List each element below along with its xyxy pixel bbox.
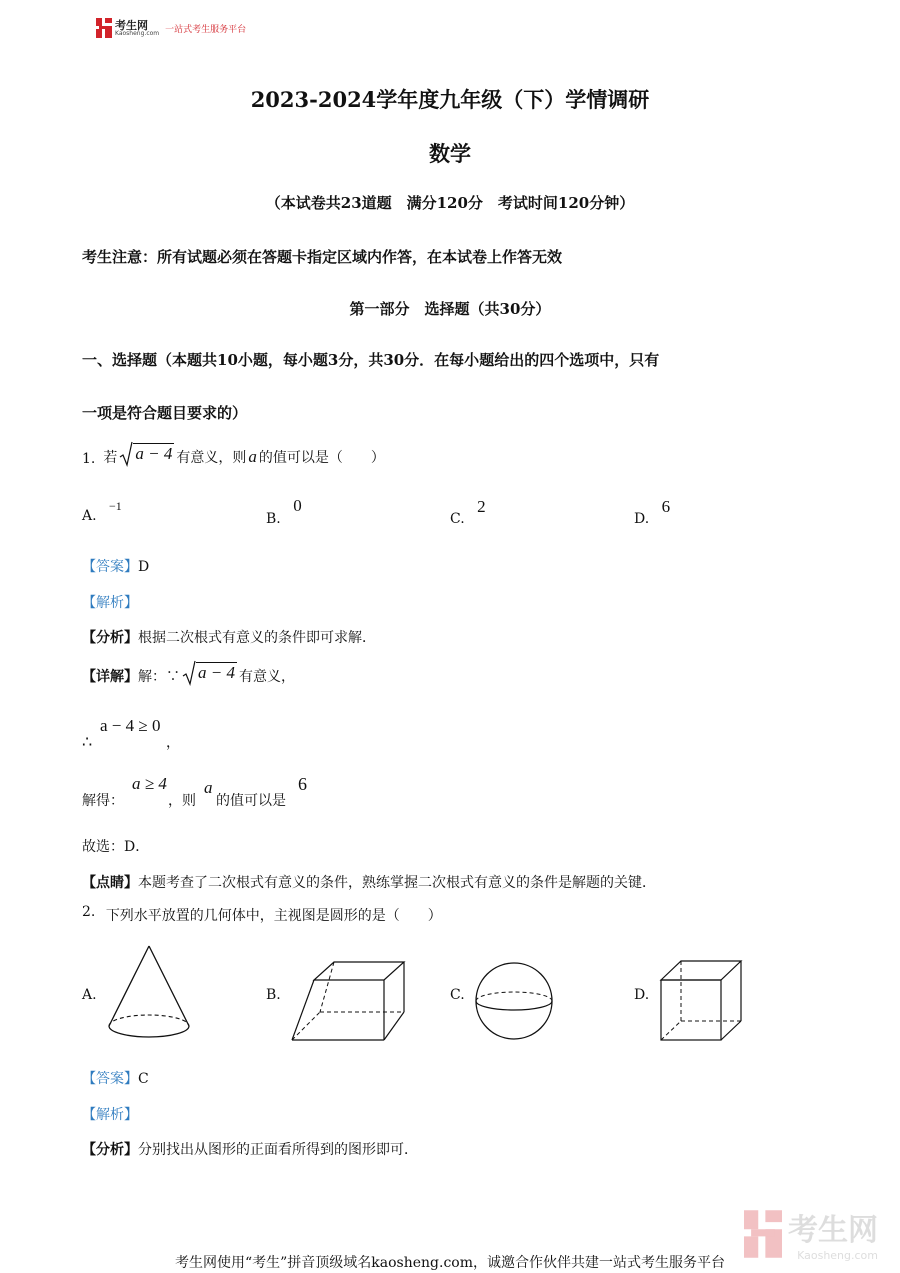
answer-value: D	[138, 559, 150, 575]
radical-sign-icon	[119, 441, 133, 467]
xiangjie-pre: 解：∵	[138, 669, 180, 685]
page-footer: 考生网使用“考生”拼音顶级域名kaosheng.com，诚邀合作伙伴共建一站式考生服务平台	[174, 1255, 726, 1271]
q1-radicand: a − 4	[135, 444, 173, 463]
logo-slogan: 一站式考生服务平台	[165, 24, 247, 35]
section-heading-line2: 一项是符合题目要求的）	[82, 404, 248, 422]
xiangjie-radicand: a − 4	[198, 663, 235, 682]
therefore-symbol: ∴	[82, 732, 93, 751]
radical-sign-icon	[182, 660, 196, 686]
q1-text-post: 的值可以是（ ）	[258, 450, 385, 466]
dianjing-text: 本题考查了二次根式有意义的条件，熟练掌握二次根式有意义的条件是解题的关键．	[138, 875, 656, 891]
ineq2: a ≥ 4	[132, 774, 167, 793]
q1-xiangjie	[82, 660, 295, 686]
solve-var: a	[204, 778, 213, 797]
q1-text-mid: 有意义，则	[176, 450, 247, 466]
answer-value: C	[138, 1071, 149, 1087]
option-value: 0	[293, 496, 302, 515]
option-value: 6	[661, 497, 671, 516]
solve-post: 的值可以是	[216, 793, 286, 809]
exam-info: （本试卷共23道题 满分120分 考试时间120分钟）	[265, 194, 635, 212]
q1-option-d	[634, 497, 671, 528]
q1-sqrt	[119, 441, 174, 467]
logo-domain: Kaosheng.com	[115, 29, 160, 37]
q1-variable: a	[248, 447, 257, 466]
q2-option-d-label: D.	[634, 987, 650, 1003]
q1-number: 1.	[82, 451, 96, 467]
q1-answer	[82, 556, 149, 576]
fenxi-text: 分别找出从图形的正面看所得到的图形即可．	[138, 1142, 418, 1158]
answer-tag: 【答案】	[82, 559, 138, 575]
xiangjie-tag: 【详解】	[82, 669, 138, 685]
q1-guxuan: 故选：D．	[82, 839, 150, 855]
sphere-icon	[473, 960, 555, 1042]
option-label: A.	[82, 508, 97, 524]
exam-notice: 考生注意：所有试题必须在答题卡指定区域内作答，在本试卷上作答无效	[82, 248, 563, 266]
cone-icon	[106, 943, 192, 1043]
q2-answer	[82, 1068, 149, 1088]
option-value: −1	[109, 499, 122, 513]
frustum-icon	[288, 960, 406, 1042]
question-2	[82, 905, 442, 925]
solve-value: 6	[298, 774, 307, 794]
q1-fenxi	[82, 627, 376, 647]
q1-dianjing	[82, 872, 656, 892]
logo-text: 考生网	[115, 18, 148, 32]
q2-number: 2.	[82, 904, 96, 920]
q1-text-pre: 若	[103, 450, 118, 466]
option-label: B.	[266, 511, 281, 527]
fenxi-tag: 【分析】	[82, 630, 138, 646]
cube-icon	[658, 958, 744, 1044]
solve-pre: 解得：	[82, 793, 124, 809]
q2-option-c-label: C.	[450, 987, 465, 1003]
q2-analysis-tag: 【解析】	[82, 1107, 138, 1123]
answer-tag: 【答案】	[82, 1071, 138, 1087]
fenxi-tag: 【分析】	[82, 1142, 138, 1158]
solve-mid: ，则	[168, 793, 196, 809]
part-one-heading: 第一部分 选择题（共30分）	[349, 300, 551, 318]
ineq1-end: ，	[166, 735, 180, 751]
option-label: D.	[634, 511, 650, 527]
dianjing-tag: 【点睛】	[82, 875, 138, 891]
watermark-text: 考生网	[788, 1213, 878, 1248]
option-label: C.	[450, 511, 465, 527]
watermark-domain: Kaosheng.com	[797, 1249, 878, 1262]
q1-solve	[82, 790, 124, 810]
fenxi-text: 根据二次根式有意义的条件即可求解．	[138, 630, 376, 646]
q1-analysis-tag: 【解析】	[82, 595, 138, 611]
q2-option-b-label: B.	[266, 987, 281, 1003]
xiangjie-sqrt	[182, 660, 237, 686]
option-value: 2	[477, 497, 486, 516]
section-heading-line1: 一、选择题（本题共10小题，每小题3分，共30分．在每小题给出的四个选项中，只有	[82, 351, 660, 369]
q1-option-b	[266, 496, 302, 528]
question-1	[82, 441, 385, 467]
q1-step-inequality	[82, 716, 282, 756]
ineq1: a − 4 ≥ 0	[100, 716, 161, 735]
q2-text: 下列水平放置的几何体中，主视图是圆形的是（ ）	[105, 908, 442, 924]
q2-option-a-label: A.	[82, 987, 97, 1003]
q1-option-c	[450, 497, 486, 528]
site-logo	[96, 18, 246, 38]
q1-option-a	[82, 499, 122, 524]
q2-fenxi	[82, 1139, 418, 1159]
exam-subject: 数学	[429, 141, 471, 166]
watermark-logo-icon	[744, 1210, 782, 1258]
kaosheng-logo-icon	[96, 18, 112, 38]
xiangjie-post: 有意义，	[238, 669, 295, 685]
exam-title: 2023-2024学年度九年级（下）学情调研	[250, 87, 650, 112]
